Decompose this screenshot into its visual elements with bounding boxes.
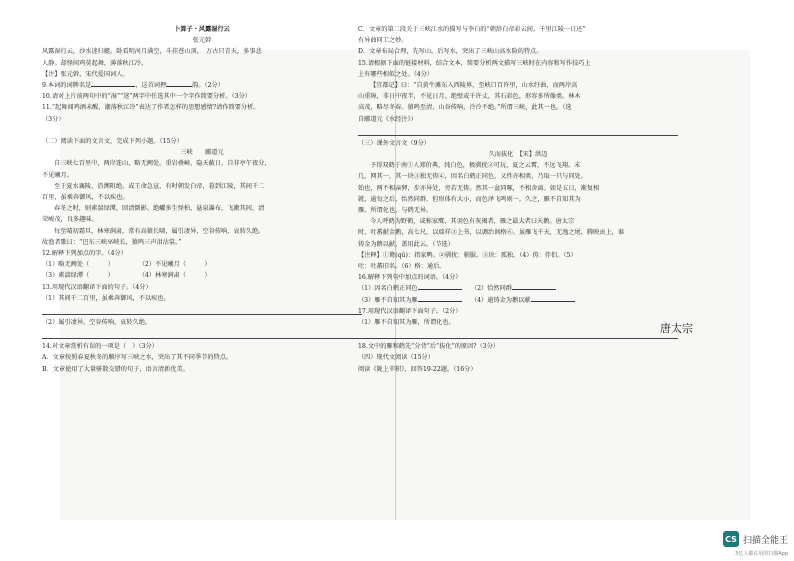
poem-line: 人静。却怪间鸡莫起舞，薄落秋江冷。 xyxy=(42,59,148,67)
passage-line: 每至晴初霜旦，林寒涧肃，常有高猿长啸，属引凄异，空谷传响，哀转久绝。 xyxy=(54,227,265,235)
link-material: 【宜都记】曰：“自黄牛滩东入西陵界，至峡口百许里，山水纡曲，而两岸高 xyxy=(370,82,578,90)
text2-title: 久而抜化 【宋】洪迈 xyxy=(488,151,548,159)
answer-line[interactable] xyxy=(358,329,678,339)
answer-blank[interactable] xyxy=(166,80,192,87)
question-11-score: （3分） xyxy=(42,115,65,123)
question-16-row: （3）雁不自知其为雁 （4）逾铸金为鹅以献 xyxy=(358,295,678,306)
answer-blank[interactable] xyxy=(418,295,462,302)
answer-blank[interactable] xyxy=(91,80,135,87)
passage-line: 春冬之时，则素湍绿潭，回清倒影。绝巘多生怪柏，悬泉瀑布，飞漱其间，清 xyxy=(54,205,265,213)
question-14-c2: 有异曲同工之妙。 xyxy=(358,37,408,45)
section-4-heading: （四）现代文阅读（15分） xyxy=(358,354,434,362)
question-13-1: （1）其间千二百里，虽乘奔御风，不以疾也。 xyxy=(42,294,170,302)
section-4-intro: 阅读《陇上苹积》，回答19-22题。（16分） xyxy=(358,365,477,373)
question-10: 10.请对上片前两句中的“湿”“迷”两字中任选其中一个字作简要分析。（3分） xyxy=(42,93,251,101)
section-2-heading: （二）阅读下面的文言文，完成下列小题。（15分） xyxy=(42,138,183,146)
question-17-1: （1）雁不自知其为雁，所谓化也。 xyxy=(358,319,455,327)
passage-line: 铸金为鹅以献，盖用此云。（节选） xyxy=(358,240,454,248)
answer-blank[interactable] xyxy=(512,283,556,290)
handwritten-annotation: 唐太宗 xyxy=(660,322,693,335)
passage-line: 雁，所谓化也，与鹤无异。 xyxy=(358,207,433,215)
question-18: 18.文中的雁和鹤先“分背”后“抜化”的原因?（3分） xyxy=(358,343,500,351)
passage-line: 时，吐蕃献金鹅，高七尺，以瑞祥③上书，以调治讽格⑥。虽雁飞千天，无逸之尾，腾映贡上，谁 xyxy=(358,229,625,237)
link-material: 高茂，略尽冬春。猿鸣至清，山谷传响，泠泠不绝。”所谓三峡，此其一也。（选 xyxy=(358,104,572,112)
question-12-row: （1）略无阙处（ ） （2）不见曦月（ ） xyxy=(42,261,211,269)
answer-line[interactable] xyxy=(358,126,678,136)
poem-title: 卜算子・风露湿行云 xyxy=(174,26,230,33)
question-14-b: B．文章使用了大量骈散交错的句子，语言清新优美。 xyxy=(42,365,189,373)
question-16: 16.解释下列句中加点的词语。（4分） xyxy=(358,274,462,282)
text-title: 三峡 郦道元 xyxy=(180,149,224,157)
link-material: 山重障，非日中夜半，不见日月。绝壁或千许丈，其石彩色，形容多所像类。林木 xyxy=(358,93,581,101)
question-15b: 上有哪些相似之处。（4分） xyxy=(358,70,434,78)
passage-line: 荣峻茂，良多趣味。 xyxy=(42,216,98,224)
watermark-subtitle: 3亿人都在用的扫描App xyxy=(735,551,788,557)
right-column xyxy=(358,24,678,375)
link-material: 自郦道元《水经注》） xyxy=(358,115,417,123)
question-12-row: （3）素湍绿潭（ ） （4）林寒涧肃（ ） xyxy=(42,272,211,280)
answer-blank[interactable] xyxy=(531,295,575,302)
passage-line: 就，逾旬之后，怡然同群，但形体有大小，而色泽飞鸣则一。久之，雁不自知其为 xyxy=(358,195,581,203)
question-12: 12.解释下列加点的字。（4分） xyxy=(42,250,127,258)
question-14-a: A．文章按照春夏秋冬的顺序写三峡之水，突出了其不同季节的特点。 xyxy=(42,354,233,362)
section-3-heading: （三）课外文言文（9分） xyxy=(358,139,430,147)
passage-line: 故渔者歌曰：“巴东三峡巫峡长，猿鸣三声泪沾裳。” xyxy=(42,238,182,246)
left-column xyxy=(42,24,362,375)
camscanner-logo-icon: CS xyxy=(723,531,739,547)
question-14: 14.对文章赏析有误的一项是（ ）（3分） xyxy=(42,343,158,351)
poem-author: 张元幹 xyxy=(192,37,212,45)
question-13-2: （2）属引凄异，空谷传响，哀转久绝。 xyxy=(42,319,152,327)
passage-line: 今人呼鹤为野鹤，或称家鹰，其羽色有灰褐者，雁之最大者曰天鹅。唐太宗 xyxy=(370,218,575,226)
answer-blank[interactable] xyxy=(418,283,462,290)
poem-note: 【注】张元幹，宋代爱国词人。 xyxy=(42,70,129,78)
question-9: 9.本词的词牌名是 ，这首词押 韵。（2分） xyxy=(42,82,224,90)
question-17: 17.用现代汉语翻译下面句子。（2分） xyxy=(358,307,462,315)
passage-line: 至于夏水襄陵，沿溯阻绝。或王命急宣，有时朝发白帝，暮到江陵，其间千二 xyxy=(54,182,265,190)
question-11: 11.“起舞闻鸡酒未醒，潮落秋江冷”表达了作者怎样的思想感情?请作简要分析。 xyxy=(42,104,260,112)
passage-line: 始也，两不相亲狎，步亦异处，旁若无俦。然其一盆同啄，不相舍离。如是五日，渐复相 xyxy=(358,184,600,192)
scanner-watermark xyxy=(723,531,788,547)
passage-line: 百里，虽乘奔御风，不以疾也。 xyxy=(42,194,129,202)
poem-line: 风露湿行云，沙水迷归艇。卧看明河月满空，斗挂苍山顶。 万古只青天，多事悲 xyxy=(42,48,262,56)
passage-line: 几，网其一，其一块③独无俦④，因名白鹤正同色，又性亦相类，乃取一只与同处。 xyxy=(358,173,587,181)
question-15: 15.请根据下面的链接材料，结合文本，简要分析两文描写三峡时在内容和写作技巧上 xyxy=(358,59,591,67)
question-16-row: （1）因名白鹤正同色 （2）恰然同群 xyxy=(358,283,678,294)
passage-line: 自三峡七百里中，两岸连山，略无阙处。重岩叠嶂，隐天蔽日，自非亭午夜分， xyxy=(54,160,271,168)
watermark-name: 扫描全能王 xyxy=(742,535,788,546)
question-13: 13.用现代汉语翻译下面的句子。（4分） xyxy=(42,283,152,291)
question-14-d: D．文章布局合理，先写山，后写水，突出了三峡山高水险的特点。 xyxy=(358,48,543,56)
annotation: 吐：吐蕃旧名。（6）格：通后。 xyxy=(358,263,446,271)
passage-line: 予得双鹤于南①人郑价典，纯白色，极驯扰②可玩，夏之云霄，不远飞翔。未 xyxy=(370,162,581,170)
question-14-c: C．文章的第二段关于三峡江水的描写与李白的“朝辞白帝彩云间，千里江陵一日还” xyxy=(358,26,586,33)
passage-line: 不见曦月。 xyxy=(42,171,73,179)
annotation: 【注释】①鹜(qǔ)：指家鸭。②驯扰：驯服。③块：孤独。（4）俦：伴侣。（5） xyxy=(358,251,577,259)
answer-line[interactable] xyxy=(42,329,362,339)
answer-line[interactable] xyxy=(42,305,362,315)
